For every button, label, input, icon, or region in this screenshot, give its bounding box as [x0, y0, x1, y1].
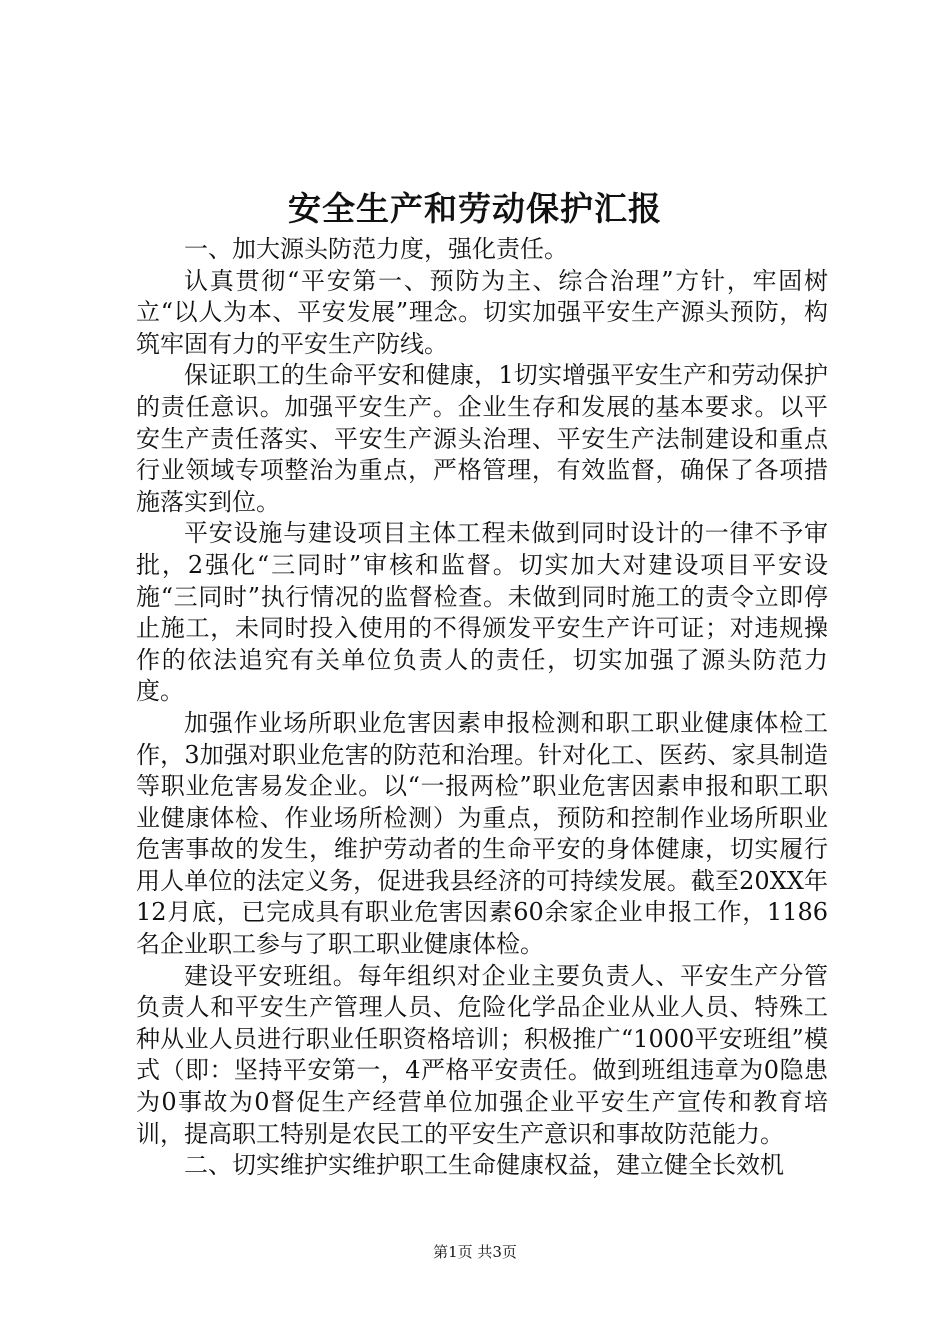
paragraph-6: 建设平安班组。每年组织对企业主要负责人、平安生产分管负责人和平安生产管理人员、危险化学品企业从业人员、特殊工种从业人员进行职业任职资格培训；积极推广“1000平安班组”模式（即：坚持平安第一，4严格平安责任。做到班组违章为0隐患为0事故为0督促生产经营单位加强企业平安生产宣传和教育培训，提高职工特别是农民工的平安生产意识和事故防范能力。	[136, 961, 828, 1148]
document-body	[136, 234, 828, 1182]
paragraph-5: 加强作业场所职业危害因素申报检测和职工职业健康体检工作，3加强对职业危害的防范和治理。针对化工、医药、家具制造等职业危害易发企业。以“一报两检”职业危害因素申报和职工职业健康体检、作业场所检测）为重点，预防和控制作业场所职业危害事故的发生，维护劳动者的生命平安的身体健康，切实履行用人单位的法定义务，促进我县经济的可持续发展。截至20XX年12月底，已完成具有职业危害因素60余家企业申报工作，1186名企业职工参与了职工职业健康体检。	[136, 708, 828, 959]
paragraph-4: 平安设施与建设项目主体工程未做到同时设计的一律不予审批，2强化“三同时”审核和监督。切实加大对建设项目平安设施“三同时”执行情况的监督检查。未做到同时施工的责令立即停止施工，未同时投入使用的不得颁发平安生产许可证；对违规操作的依法追究有关单位负责人的责任，切实加强了源头防范力度。	[136, 519, 828, 706]
paragraph-2: 认真贯彻“平安第一、预防为主、综合治理”方针，牢固树立“以人为本、平安发展”理念。切实加强平安生产源头预防，构筑牢固有力的平安生产防线。	[136, 266, 828, 358]
paragraph-7: 二、切实维护实维护职工生命健康权益，建立健全长效机	[184, 1151, 784, 1180]
page-number-footer: 第1页 共3页	[433, 1243, 517, 1261]
document-title: 安全生产和劳动保护汇报	[288, 189, 662, 228]
paragraph-1: 一、加大源头防范力度，强化责任。	[184, 235, 568, 263]
paragraph-3: 保证职工的生命平安和健康，1切实增强平安生产和劳动保护的责任意识。加强平安生产。企业生存和发展的基本要求。以平安生产责任落实、平安生产源头治理、平安生产法制建设和重点行业领域专项整治为重点，严格管理，有效监督，确保了各项措施落实到位。	[136, 361, 828, 516]
